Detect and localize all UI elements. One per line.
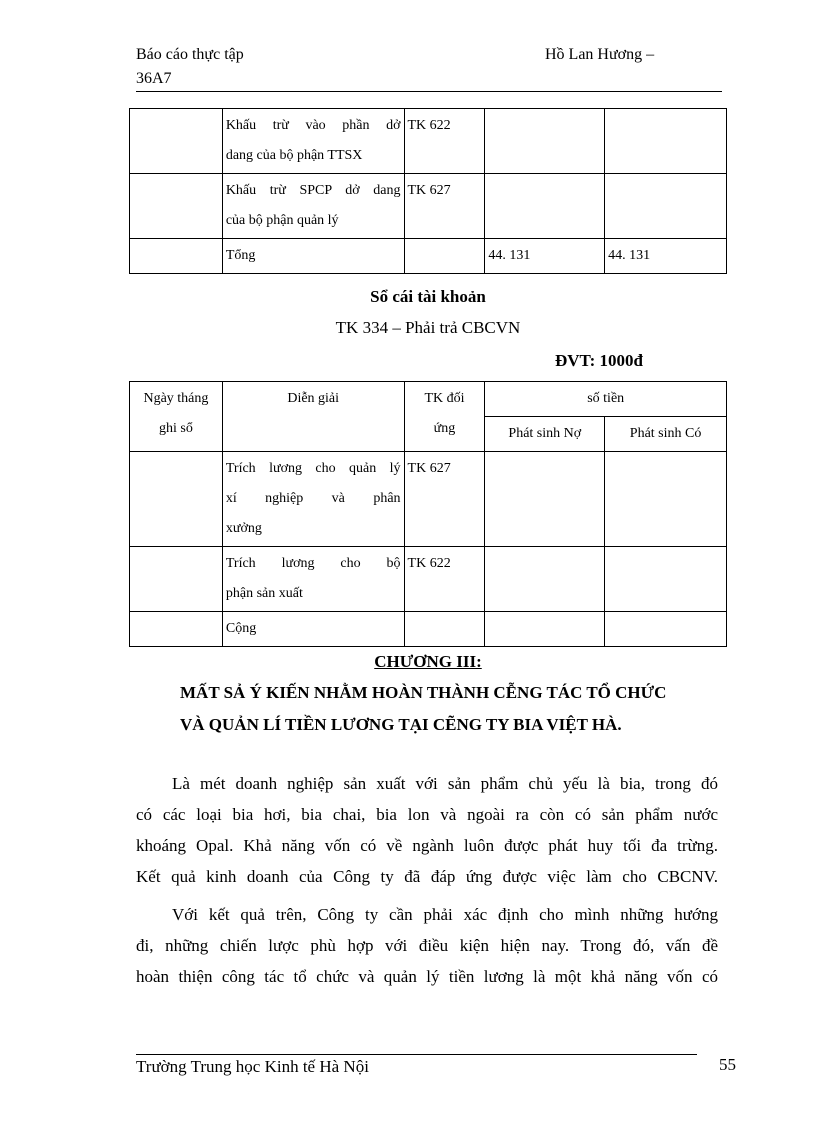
table-cell-debit: 44. 131 xyxy=(485,239,605,274)
header-date: ghi sổ xyxy=(159,421,193,436)
table-cell-account: TK 627 xyxy=(404,174,485,239)
table-row xyxy=(130,239,727,274)
page-number: 55 xyxy=(719,1055,736,1074)
table-cell-desc: Trích lương cho quản lý xyxy=(225,461,401,476)
table-cell-account xyxy=(404,239,485,274)
table-cell-desc: dang của bộ phận TTSX xyxy=(225,148,363,163)
table-row xyxy=(130,612,727,647)
paragraph-line: Là mét doanh nghiệp sản xuất với sản phẩm chủ yếu là bia, trong đó xyxy=(172,774,718,793)
header-author: Hồ Lan Hương – xyxy=(545,46,655,63)
header-debit: Phát sinh Nợ xyxy=(485,417,605,452)
ledger-subtitle: TK 334 – Phải trả CBCVN xyxy=(335,318,521,337)
paragraph-line: Với kết quả trên, Công ty cần phải xác định cho mình những hướng xyxy=(172,905,718,924)
table-cell-desc: Tổng xyxy=(222,239,404,274)
header-rule xyxy=(136,91,722,92)
paragraph-2 xyxy=(136,899,718,992)
paragraph-line: có các loại bia hơi, bia chai, bia lon và ngoài ra còn có sản phẩm nước xyxy=(136,805,718,824)
table-cell-desc: Cộng xyxy=(222,612,404,647)
header-account: TK đối xyxy=(424,391,465,406)
chapter-title-line1: MẤT SẢ Ý KIẾN NHẰM HOÀN THÀNH CỄNG TÁC TỔ CHỨC xyxy=(180,683,667,702)
table-header-row xyxy=(130,382,727,417)
paragraph-line: Kết quả kinh doanh của Công ty đã đáp ứng được việc làm cho CBCNV. xyxy=(136,867,718,886)
header-date: Ngày tháng xyxy=(143,391,209,406)
header-amount: số tiền xyxy=(485,382,727,417)
chapter-title-line2: VÀ QUẢN LÍ TIỀN LƯƠNG TẠI CẼNG TY BIA VIỆT HÀ. xyxy=(180,715,622,734)
table-cell-desc: xưởng xyxy=(225,521,262,536)
header-account: ứng xyxy=(433,421,456,436)
paragraph-line: khoáng Opal. Khả năng vốn có về ngành luôn được phát huy tối đa trừng. xyxy=(136,836,718,855)
paragraph-line: hoàn thiện công tác tổ chức và quản lý tiền lương là một khả năng vốn có xyxy=(136,967,718,986)
footer-school: Trường Trung học Kinh tế Hà Nội xyxy=(136,1057,369,1076)
header-left-class: 36A7 xyxy=(136,70,172,87)
table-cell-account: TK 627 xyxy=(404,452,485,547)
table-cell-desc: Khấu trừ SPCP dở dang xyxy=(225,183,401,198)
table-cell-credit xyxy=(605,109,727,174)
table-cell-desc: của bộ phận quản lý xyxy=(225,213,339,228)
header-left-title: Báo cáo thực tập xyxy=(136,46,244,63)
ledger-title: Sổ cái tài khoản xyxy=(370,287,486,306)
chapter-label: CHƯƠNG III: xyxy=(374,652,482,671)
table-cell-desc: phận sản xuất xyxy=(225,586,303,601)
table-cell-credit: 44. 131 xyxy=(605,239,727,274)
table-cell xyxy=(130,174,223,239)
table-cell xyxy=(130,109,223,174)
table-cell-desc: Khấu trừ vào phần dở xyxy=(225,118,401,133)
table-cell-debit xyxy=(485,109,605,174)
table-cell-account: TK 622 xyxy=(404,547,485,612)
paragraph-line: đi, những chiến lược phù hợp với điều kiện hiện nay. Trong đó, vấn đề xyxy=(136,936,718,955)
table-row xyxy=(130,547,727,612)
table-cell-desc: xí nghiệp và phân xyxy=(225,491,401,506)
table-cell-account: TK 622 xyxy=(404,109,485,174)
paragraph-1 xyxy=(136,768,718,892)
header-desc: Diễn giải xyxy=(222,382,404,452)
table-row xyxy=(130,174,727,239)
table-row xyxy=(130,109,727,174)
header-credit: Phát sinh Có xyxy=(605,417,727,452)
table-row xyxy=(130,452,727,547)
table-cell-credit xyxy=(605,174,727,239)
table-cell-debit xyxy=(485,174,605,239)
table-cell xyxy=(130,239,223,274)
ledger-unit: ĐVT: 1000đ xyxy=(555,351,643,370)
continuation-table xyxy=(129,108,727,274)
footer-rule xyxy=(136,1054,697,1055)
ledger-table xyxy=(129,381,727,647)
table-cell-desc: Trích lương cho bộ xyxy=(225,556,401,571)
table-cell-account xyxy=(404,612,485,647)
